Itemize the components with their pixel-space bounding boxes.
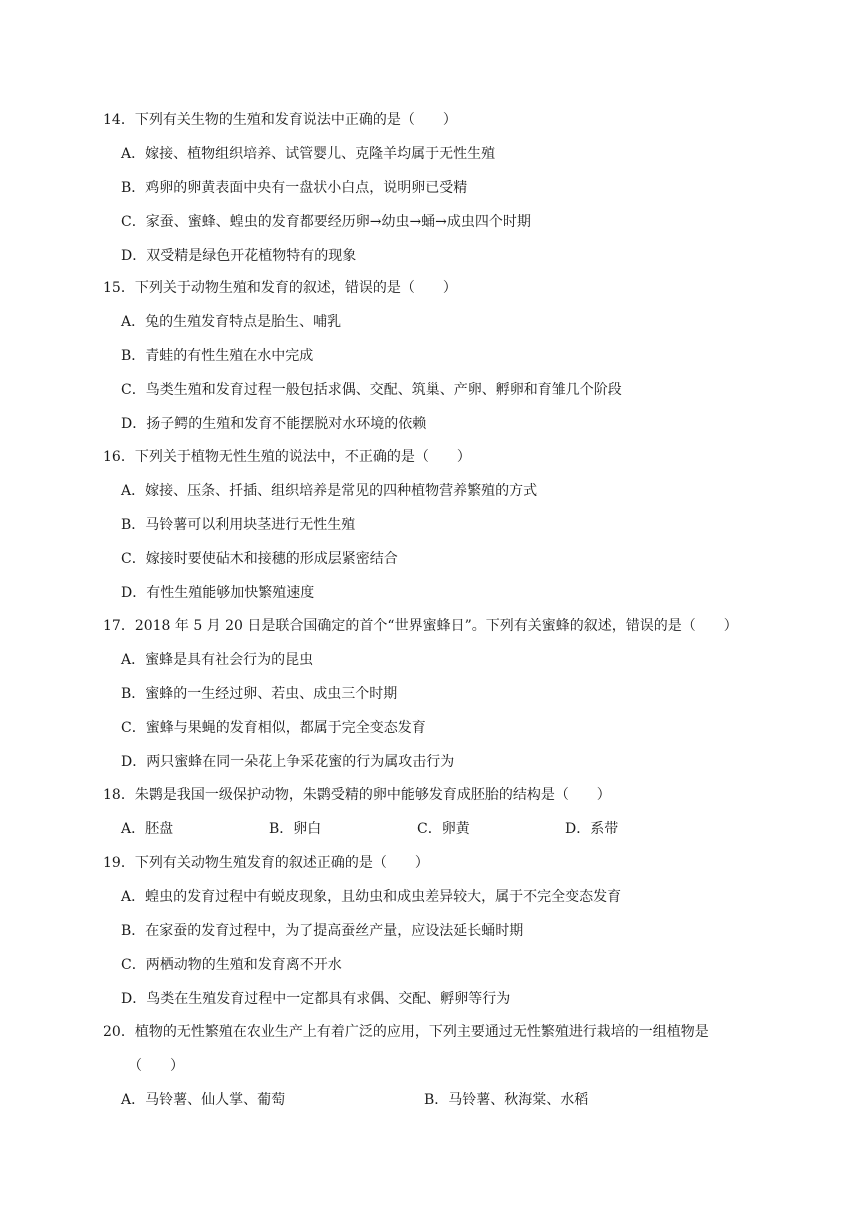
option-c: C．两栖动物的生殖和发育离不开水 xyxy=(121,957,342,973)
question-stem: 14．下列有关生物的生殖和发育说法中正确的是（ ） xyxy=(103,112,457,128)
question-stem: 15．下列关于动物生殖和发育的叙述，错误的是（ ） xyxy=(103,280,457,296)
option-c: C．卵黄 xyxy=(417,821,470,837)
question-stem: 19．下列有关动物生殖发育的叙述正确的是（ ） xyxy=(103,855,429,871)
option-d: D．系带 xyxy=(565,821,619,837)
option-b: B．蜜蜂的一生经过卵、若虫、成虫三个时期 xyxy=(121,686,398,702)
option-b: B．卵白 xyxy=(269,821,322,837)
question-15 xyxy=(103,271,783,441)
option-d: D．双受精是绿色开花植物特有的现象 xyxy=(121,248,357,264)
option-b: B．青蛙的有性生殖在水中完成 xyxy=(121,348,314,364)
question-19 xyxy=(103,846,783,1016)
option-a: A．马铃薯、仙人掌、葡萄 xyxy=(121,1092,286,1108)
option-a: A．胚盘 xyxy=(121,821,174,837)
question-stem: 18．朱鹮是我国一级保护动物，朱鹮受精的卵中能够发育成胚胎的结构是（ ） xyxy=(103,787,611,803)
option-b: B．马铃薯可以利用块茎进行无性生殖 xyxy=(121,517,356,533)
option-b: B．马铃薯、秋海棠、水稻 xyxy=(424,1092,589,1108)
option-b: B．在家蚕的发育过程中，为了提高蚕丝产量，应设法延长蛹时期 xyxy=(121,923,524,939)
option-c: C．嫁接时要使砧木和接穗的形成层紧密结合 xyxy=(121,551,398,567)
option-a: A．嫁接、压条、扦插、组织培养是常见的四种植物营养繁殖的方式 xyxy=(121,483,538,499)
option-d: D．有性生殖能够加快繁殖速度 xyxy=(121,585,315,601)
question-17 xyxy=(103,609,783,779)
question-stem: 16．下列关于植物无性生殖的说法中，不正确的是（ ） xyxy=(103,449,471,465)
question-20 xyxy=(103,1015,783,1117)
option-d: D．鸟类在生殖发育过程中一定都具有求偶、交配、孵卵等行为 xyxy=(121,991,511,1007)
question-18 xyxy=(103,778,783,846)
options-row xyxy=(103,1083,783,1117)
question-stem: 17．2018 年 5 月 20 日是联合国确定的首个“世界蜜蜂日”。下列有关蜜蜂的叙述，错误的是（ ） xyxy=(103,618,738,634)
question-stem-bracket: （ ） xyxy=(128,1058,184,1074)
question-16 xyxy=(103,440,783,610)
option-c: C．鸟类生殖和发育过程一般包括求偶、交配、筑巢、产卵、孵卵和育雏几个阶段 xyxy=(121,382,622,398)
question-stem xyxy=(103,1015,783,1083)
question-stem-text: 20．植物的无性繁殖在农业生产上有着广泛的应用，下列主要通过无性繁殖进行栽培的一组植物是 xyxy=(103,1024,709,1040)
question-14 xyxy=(103,103,783,273)
option-d: D．两只蜜蜂在同一朵花上争采花蜜的行为属攻击行为 xyxy=(121,754,455,770)
option-b: B．鸡卵的卵黄表面中央有一盘状小白点，说明卵已受精 xyxy=(121,180,468,196)
options-row xyxy=(103,812,783,846)
option-c: C．家蚕、蜜蜂、蝗虫的发育都要经历卵→幼虫→蛹→成虫四个时期 xyxy=(121,214,531,230)
option-d: D．扬子鳄的生殖和发育不能摆脱对水环境的依赖 xyxy=(121,416,427,432)
option-a: A．嫁接、植物组织培养、试管婴儿、克隆羊均属于无性生殖 xyxy=(121,146,496,162)
option-c: C．蜜蜂与果蝇的发育相似，都属于完全变态发育 xyxy=(121,720,426,736)
option-a: A．蝗虫的发育过程中有蜕皮现象，且幼虫和成虫差异较大，属于不完全变态发育 xyxy=(121,889,622,905)
option-a: A．蜜蜂是具有社会行为的昆虫 xyxy=(121,652,314,668)
option-a: A．兔的生殖发育特点是胎生、哺乳 xyxy=(121,314,342,330)
